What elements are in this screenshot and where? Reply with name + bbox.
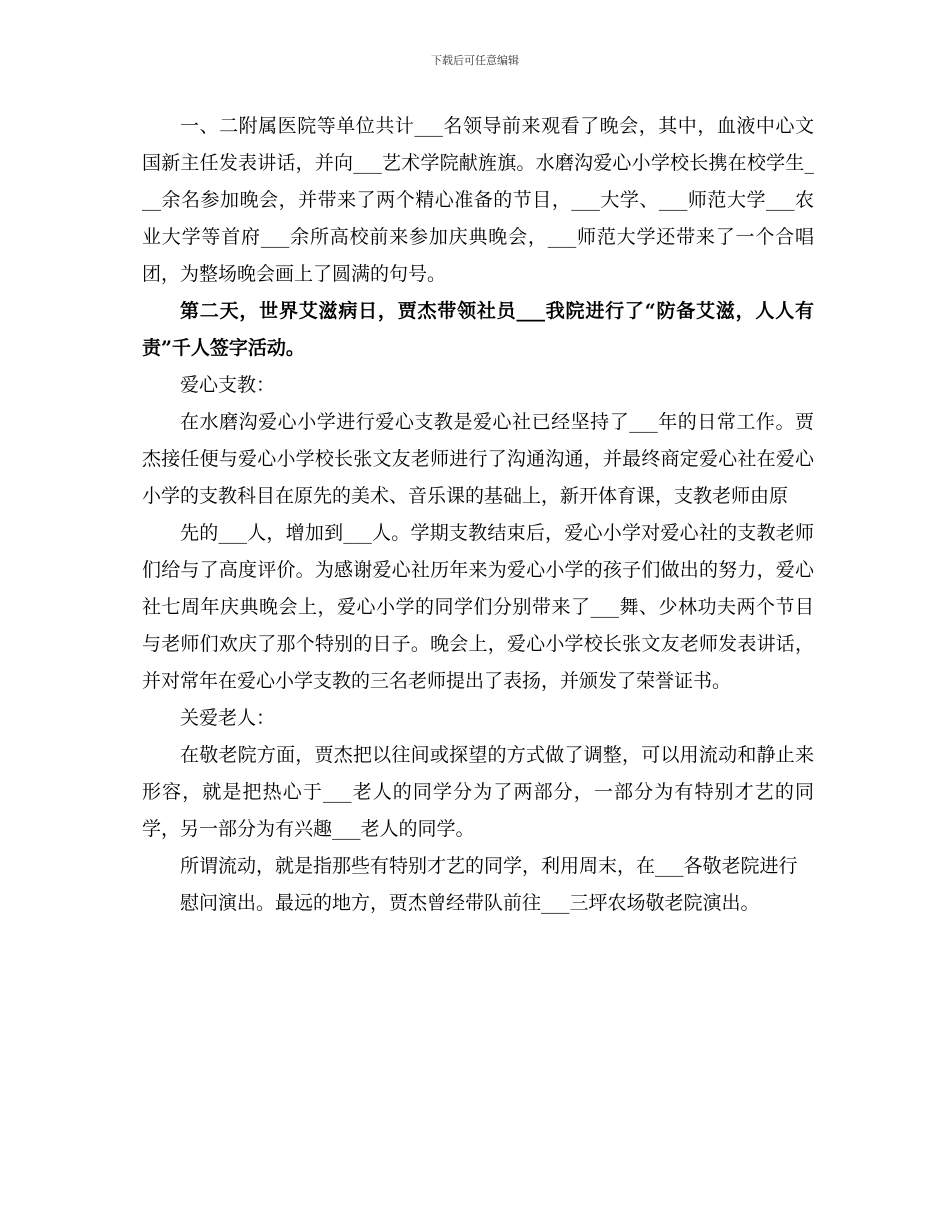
paragraph-aids-day: 第二天，世界艾滋病日，贾杰带领社员___我院进行了“防备艾滋，人人有责”千人签字活动。 (142, 300, 814, 359)
paragraph-elderly-2: 所谓流动，就是指那些有特别才艺的同学，利用周末，在___各敬老院进行 (180, 855, 798, 877)
page-header: 下载后可任意编辑 (431, 54, 519, 67)
paragraph-intro: 一、二附属医院等单位共计___名领导前来观看了晚会，其中，血液中心文国新主任发表讲话，并向___艺术学院献旌旗。水磨沟爱心小学校长携在校学生___余名参加晚会，并带来了两个精心准备的节目，___大学、___师范大学___农业大学等首府___余所高校前来参加庆典晚会，___师范大学还带来了一个合唱团，为整场晚会画上了圆满的句号。 (142, 115, 814, 285)
paragraph-elderly-3: 慰问演出。最远的地方，贾杰曾经带队前往___三坪农场敬老院演出。 (180, 892, 760, 914)
paragraph-teaching-2: 先的___人，增加到___人。学期支教结束后，爱心小学对爱心社的支教老师们给与了高度评价。为感谢爱心社历年来为爱心小学的孩子们做出的努力，爱心社七周年庆典晚会上，爱心小学的同学们分别带来了___舞、少林功夫两个节目与老师们欢庆了那个特别的日子。晚会上，爱心小学校长张文友老师发表讲话，并对常年在爱心小学支教的三名老师提出了表扬，并颁发了荣誉证书。 (142, 522, 814, 692)
section-heading-teaching: 爱心支教： (180, 374, 276, 396)
paragraph-teaching-1: 在水磨沟爱心小学进行爱心支教是爱心社已经坚持了___年的日常工作。贾杰接任便与爱心小学校长张文友老师进行了沟通沟通，并最终商定爱心社在爱心小学的支教科目在原先的美术、音乐课的基础上，新开体育课，支教老师由原 (142, 411, 814, 507)
document-body (142, 108, 814, 922)
section-heading-elderly: 关爱老人： (180, 707, 276, 729)
paragraph-elderly-1: 在敬老院方面，贾杰把以往间或探望的方式做了调整，可以用流动和静止来形容，就是把热心于___老人的同学分为了两部分，一部分为有特别才艺的同学，另一部分为有兴趣___老人的同学。 (142, 744, 814, 840)
